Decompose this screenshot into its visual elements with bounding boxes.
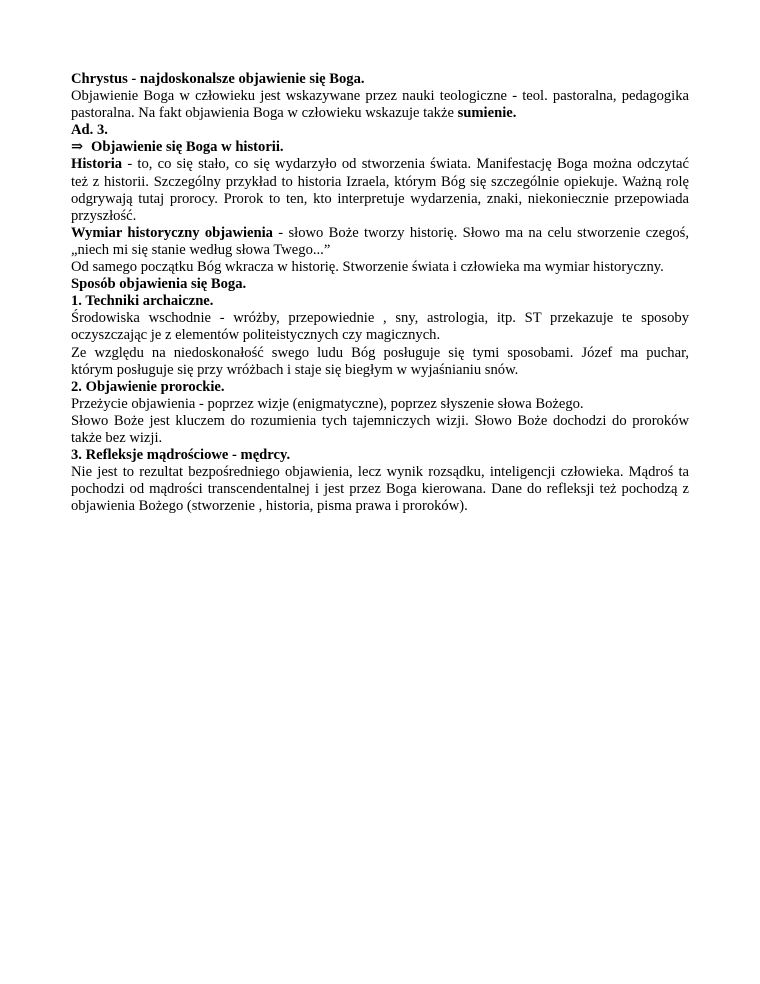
paragraph-line: objawienia Bożego (stworzenie , historia, pisma prawa i proroków).: [71, 498, 468, 515]
paragraph-line: Środowiska wschodnie - wróżby, przepowiednie , sny, astrologia, itp. ST przekazuje te sposoby: [71, 310, 689, 327]
bold-term-history: Historia: [71, 156, 123, 173]
heading-ad3: Ad. 3.: [71, 122, 108, 139]
paragraph-line: którym posługuje się przy wróżbach i staje się biegłym w wyjaśnianiu snów.: [71, 361, 519, 378]
paragraph-line: także bez wizji.: [71, 429, 163, 446]
paragraph-line: przyszłość.: [71, 207, 137, 224]
text-run: pastoralna. Na fakt objawienia Boga w człowieku wskazuje także: [71, 105, 458, 122]
paragraph-line: Objawienie Boga w człowieku jest wskazywane przez nauki teologiczne - teol. pastoralna, pedagogika: [71, 88, 689, 105]
right-double-arrow-icon: ⇒: [71, 139, 84, 156]
paragraph-line: Ze względu na niedoskonałość swego ludu Bóg posługuje się tymi sposobami. Józef ma puchar,: [71, 344, 689, 361]
text-run: - słowo Boże tworzy historię. Słowo ma na celu stworzenie czegoś,: [272, 224, 689, 241]
paragraph-line: [71, 105, 689, 122]
paragraph-line: [71, 225, 689, 242]
paragraph-line: Od samego początku Bóg wkracza w historię. Stworzenie świata i człowieka ma wymiar historyczny.: [71, 259, 664, 276]
heading-revelation-in-history: [71, 139, 689, 156]
heading-prophetic-revelation: 2. Objawienie prorockie.: [71, 378, 225, 395]
document-body: [71, 71, 689, 515]
paragraph-line: oczyszczając je z elementów politeistycznych czy magicznych.: [71, 327, 441, 344]
text-run: - to, co się stało, co się wydarzyło od stworzenia świata. Manifestację Boga można odczytać: [122, 156, 689, 173]
bold-term-conscience: sumienie.: [457, 105, 517, 122]
paragraph-line: też z historii. Szczególny przykład to historia Izraela, którym Bóg się szczególnie opiekuje. Ważną rolę: [71, 173, 689, 190]
bold-term-historical-dimension: Wymiar historyczny objawienia: [71, 224, 273, 241]
paragraph-line: [71, 156, 689, 173]
paragraph-line: Przeżycie objawienia - poprzez wizje (enigmatyczne), poprzez słyszenie słowa Bożego.: [71, 395, 584, 412]
heading-methods: Sposób objawienia się Boga.: [71, 276, 247, 293]
heading-christ: Chrystus - najdoskonalsze objawienie się Boga.: [71, 71, 365, 87]
heading-wisdom-reflections: 3. Refleksje mądrościowe - mędrcy.: [71, 447, 291, 464]
paragraph-line: odgrywają tutaj prorocy. Prorok to ten, kto interpretuje wydarzenia, znaki, niekoniecznie przepowiada: [71, 190, 689, 207]
heading-archaic-techniques: 1. Techniki archaiczne.: [71, 293, 214, 310]
heading-text: Objawienie się Boga w historii.: [91, 139, 284, 156]
quote-line: „niech mi się stanie według słowa Twego...”: [71, 241, 331, 258]
paragraph-line: Nie jest to rezultat bezpośredniego objawienia, lecz wynik rozsądku, inteligencji człowieka. Mądroś ta: [71, 464, 689, 481]
paragraph-line: pochodzi od mądrości transcendentalnej i jest przez Boga kierowana. Dane do refleksji też pochodzą z: [71, 481, 689, 498]
paragraph-line: Słowo Boże jest kluczem do rozumienia tych tajemniczych wizji. Słowo Boże dochodzi do proroków: [71, 412, 689, 429]
